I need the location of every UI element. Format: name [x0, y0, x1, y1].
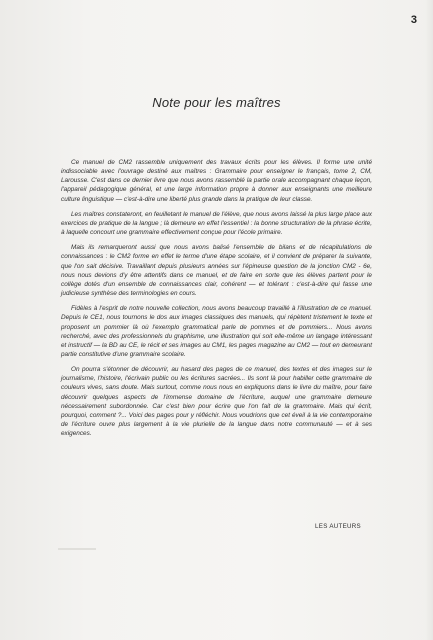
page-edge-shadow [425, 0, 433, 640]
paragraph-1: Ce manuel de CM2 rassemble uniquement des travaux écrits pour les élèves. Il forme une unité indissociable avec l'ouvrage destiné aux maîtres : Grammaire pour enseigner le français, tome 2, CM, Larousse. C'est dans ce dernier livre que nous avons rassemblé la partie orale accompagnant chaque leçon, l'appareil pédagogique général, et une large information propre à donner aux enseignants une meilleure culture linguistique — c'est-à-dire une liberté plus grande dans la pratique de leur classe. [61, 159, 372, 203]
paragraph-4: Fidèles à l'esprit de notre nouvelle collection, nous avons beaucoup travaillé à l'illustration de ce manuel. Depuis le CE1, nous tournons le dos aux images classiques des manuels, qui répètent tristement le texte et proposent un pommier là où l'exemplo grammatical parle de pommes et de pommiers... Nous avons recherché, avec des professionnels du graphisme, une illustration qui soit elle-même un langage intéressant et instructif — la BD au CE, le récit et ses images au CM1, les pages magazine au CM2 — tout en demeurant partie constitutive d'une grammaire scolaire. [61, 305, 372, 358]
page-number: 3 [410, 14, 417, 26]
paragraph-2: Les maîtres constateront, en feuilletant le manuel de l'élève, que nous avons laissé la plus large place aux exercices de pratique de la langue ; là demeure en effet l'essentiel : la bonne structuration de la phrase écrite, à laquelle concourt une grammaire effectivement conçue pour l'école primaire. [61, 210, 372, 237]
page-title: Note pour les maîtres [152, 95, 281, 110]
paragraph-5: On pourra s'étonner de découvrir, au hasard des pages de ce manuel, des textes et des images sur le journalisme, l'histoire, l'écrivain public ou les écritures sacrées... Ils sont là pour habiller cette grammaire de couleurs vives, sans doute. Mais surtout, comme nous nous en expliquons dans le livre du maître, pour faire découvrir quelques aspects de l'immense domaine de l'écriture, auquel une grammaire demeure nécessairement subordonnée. Car c'est bien pour écrire que l'on fait de la grammaire. Mais qui écrit, pourquoi, comment ?... Voici des pages pour y réfléchir. Nous voudrions que cet éveil à la vie contemporaine de l'écriture ouvre plus largement à la vie plurielle de la langue dans notre communauté — et à ses exigences. [61, 366, 372, 438]
signature: LES AUTEURS [315, 523, 361, 530]
faint-smudge [58, 548, 96, 550]
body-text [61, 158, 372, 444]
paragraph-3: Mais ils remarqueront aussi que nous avons balisé l'ensemble de bilans et de récapitulations de connaissances : le CM2 forme en effet le terme d'une étape scolaire, et il convient de préparer la suivante, que l'on sait décisive. Travaillant depuis plusieurs années sur l'épineuse question de la jonction CM2 - 6e, nous nous devions d'y être attentifs dans ce manuel, et de faire en sorte que les élèves partent pour le collège dotés d'un ensemble de connaissances clair, cohérent — et tolérant : c'est-à-dire qui fasse une judicieuse synthèse des terminologies en cours. [61, 244, 372, 298]
